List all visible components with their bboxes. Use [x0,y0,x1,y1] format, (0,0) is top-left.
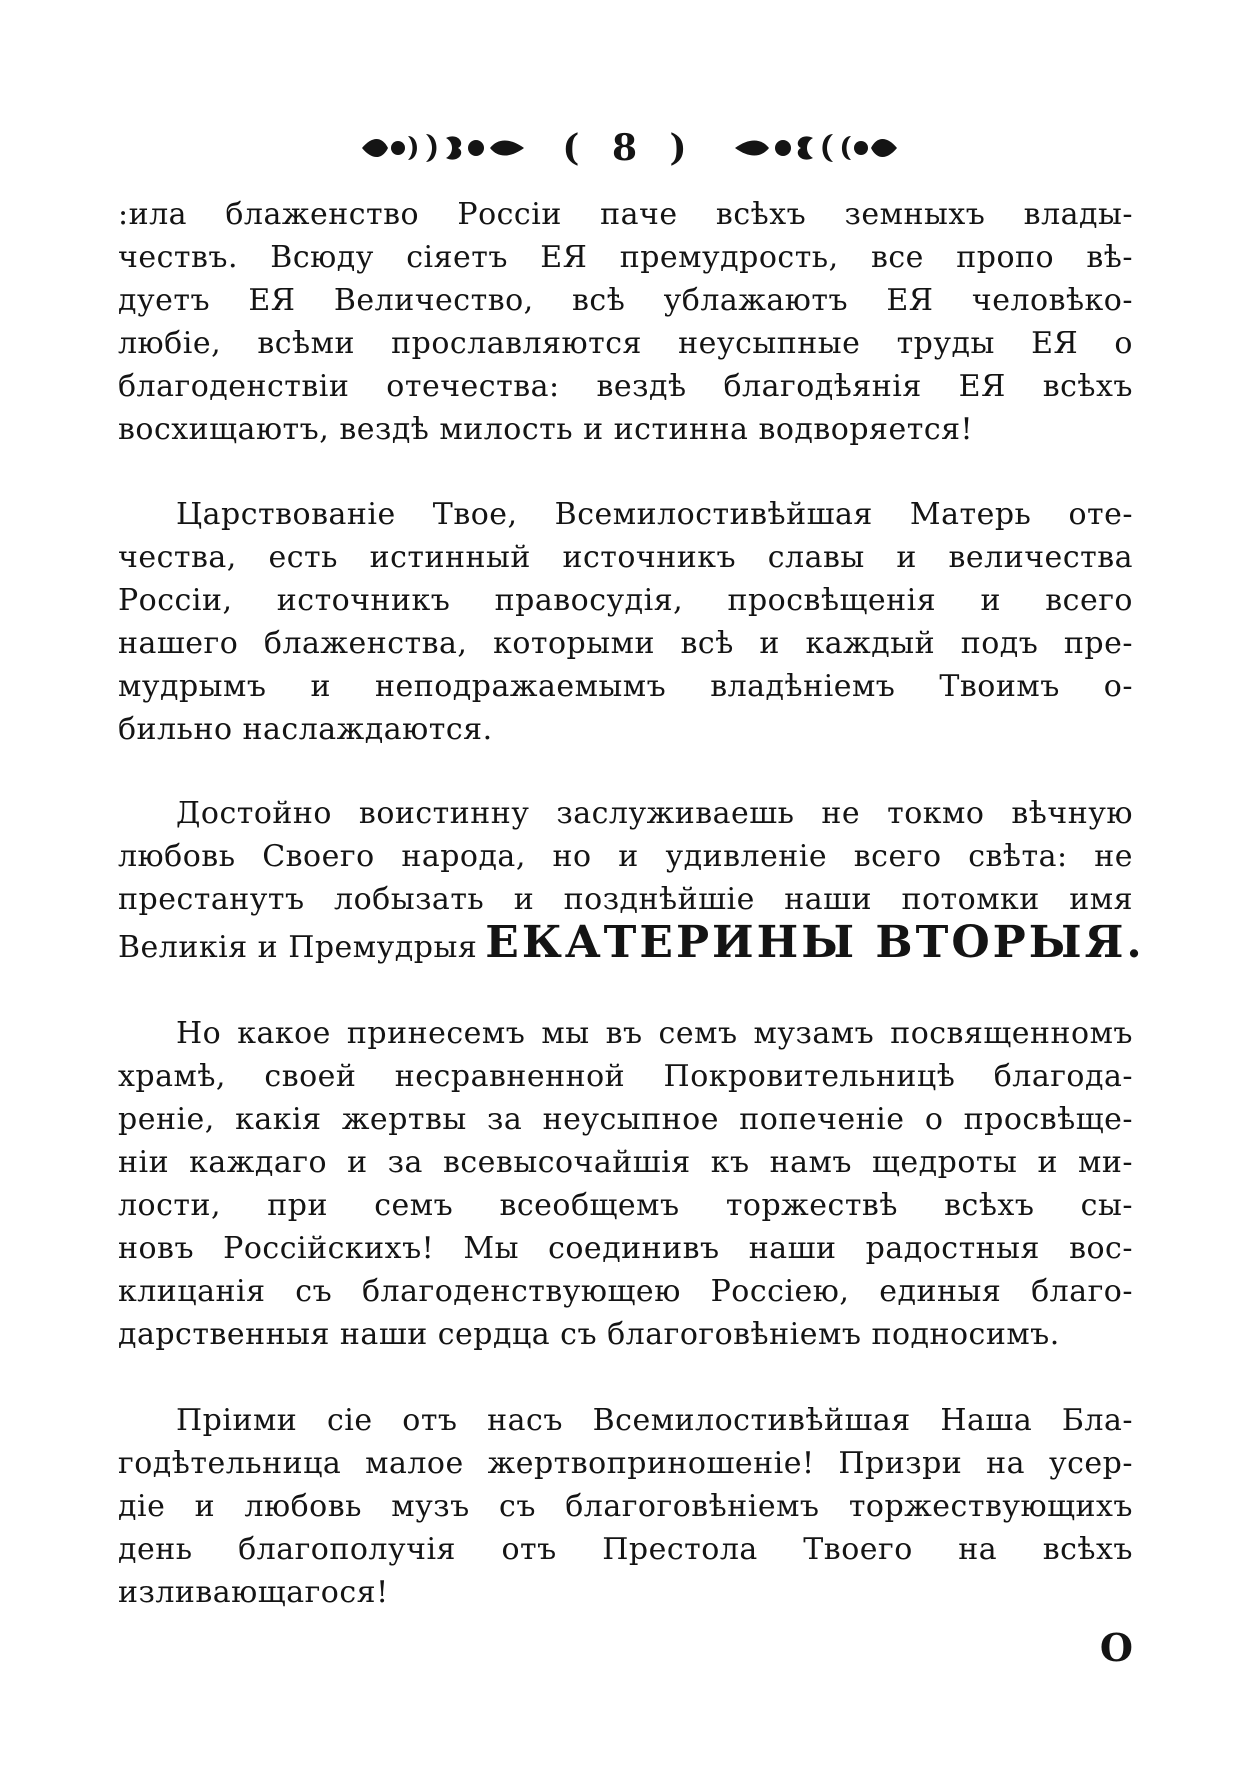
text-line: дарственныя наши сердца съ благоговѣнiемъ подносимъ. [118,1317,1060,1352]
text-line [118,917,1145,968]
text-line: чествъ. Всюду сiяетъ ЕЯ премудрость, все пропо вѣ- [118,240,1133,275]
text-line: клицанiя съ благоденствующею Россiею, единыя благо- [118,1274,1133,1309]
text-line: дiе и любовь музъ съ благоговѣнiемъ торжествующихъ [118,1489,1133,1524]
text-line: Но какое принесемъ мы въ семъ музамъ посвященномъ [176,1016,1133,1051]
text-line: мудрымъ и неподражаемымъ владѣнiемъ Твоимъ о- [118,669,1133,704]
title-prefix: Великiя и Премудрыя [118,930,478,965]
text-line: благоденствiи отечества: вездѣ благодѣянiя ЕЯ всѣхъ [118,369,1133,404]
text-line: восхищаютъ, вездѣ милость и истинна водворяется! [118,412,974,447]
empress-name: ЕКАТЕРИНЫ ВТОРЫЯ. [485,917,1145,968]
text-line: престанутъ лобызать и позднѣйшiе наши потомки имя [118,882,1133,917]
text-line: нашего блаженства, которыми всѣ и каждый подъ пре- [118,626,1133,661]
page-number: ( 8 ) [562,127,697,169]
paragraph-5 [118,1399,1133,1614]
text-line: Прiими сiе отъ насъ Всемилостивѣйшая Наша Бла- [176,1403,1133,1438]
text-line: Россiи, источникъ правосудiя, просвѣщенiя и всего [118,583,1133,618]
left-fleuron-ornament [358,128,528,168]
paragraph-1 [118,193,1133,451]
paragraph-4 [118,1012,1133,1356]
text-line: Достойно воистинну заслуживаешь не токмо вѣчную [176,796,1133,831]
text-line: новъ Россiйскихъ! Мы соединивъ наши радостныя вос- [118,1231,1133,1266]
catchword: О [1099,1625,1133,1670]
right-fleuron-ornament [731,128,901,168]
text-line: любiе, всѣми прославляются неусыпные труды ЕЯ о [118,326,1133,361]
text-line: изливающагося! [118,1575,389,1610]
text-line: нiи каждаго и за всевысочайшiя къ намъ щедроты и ми- [118,1145,1133,1180]
text-line: ренiе, какiя жертвы за неусыпное попеченiе о просвѣще- [118,1102,1133,1137]
text-line: лости, при семъ всеобщемъ торжествѣ всѣхъ сы- [118,1188,1133,1223]
text-line: бильно наслаждаются. [118,712,493,747]
text-line: чества, есть истинный источникъ славы и величества [118,540,1133,575]
text-line: храмѣ, своей несравненной Покровительницѣ благода- [118,1059,1133,1094]
running-head [0,118,1259,178]
paragraph-3 [118,792,1145,968]
text-line: дуетъ ЕЯ Величество, всѣ ублажаютъ ЕЯ человѣко- [118,283,1133,318]
text-line: день благополучiя отъ Престола Твоего на всѣхъ [118,1532,1133,1567]
text-line: любовь Своего народа, но и удивленiе всего свѣта: не [118,839,1133,874]
paragraph-2 [118,493,1133,751]
text-line: годѣтельница малое жертвоприношенiе! Призри на усер- [118,1446,1133,1481]
text-line: :ила блаженство Россiи паче всѣхъ земныхъ влады- [118,197,1133,232]
text-line: Царствованiе Твое, Всемилостивѣйшая Матерь оте- [176,497,1133,532]
